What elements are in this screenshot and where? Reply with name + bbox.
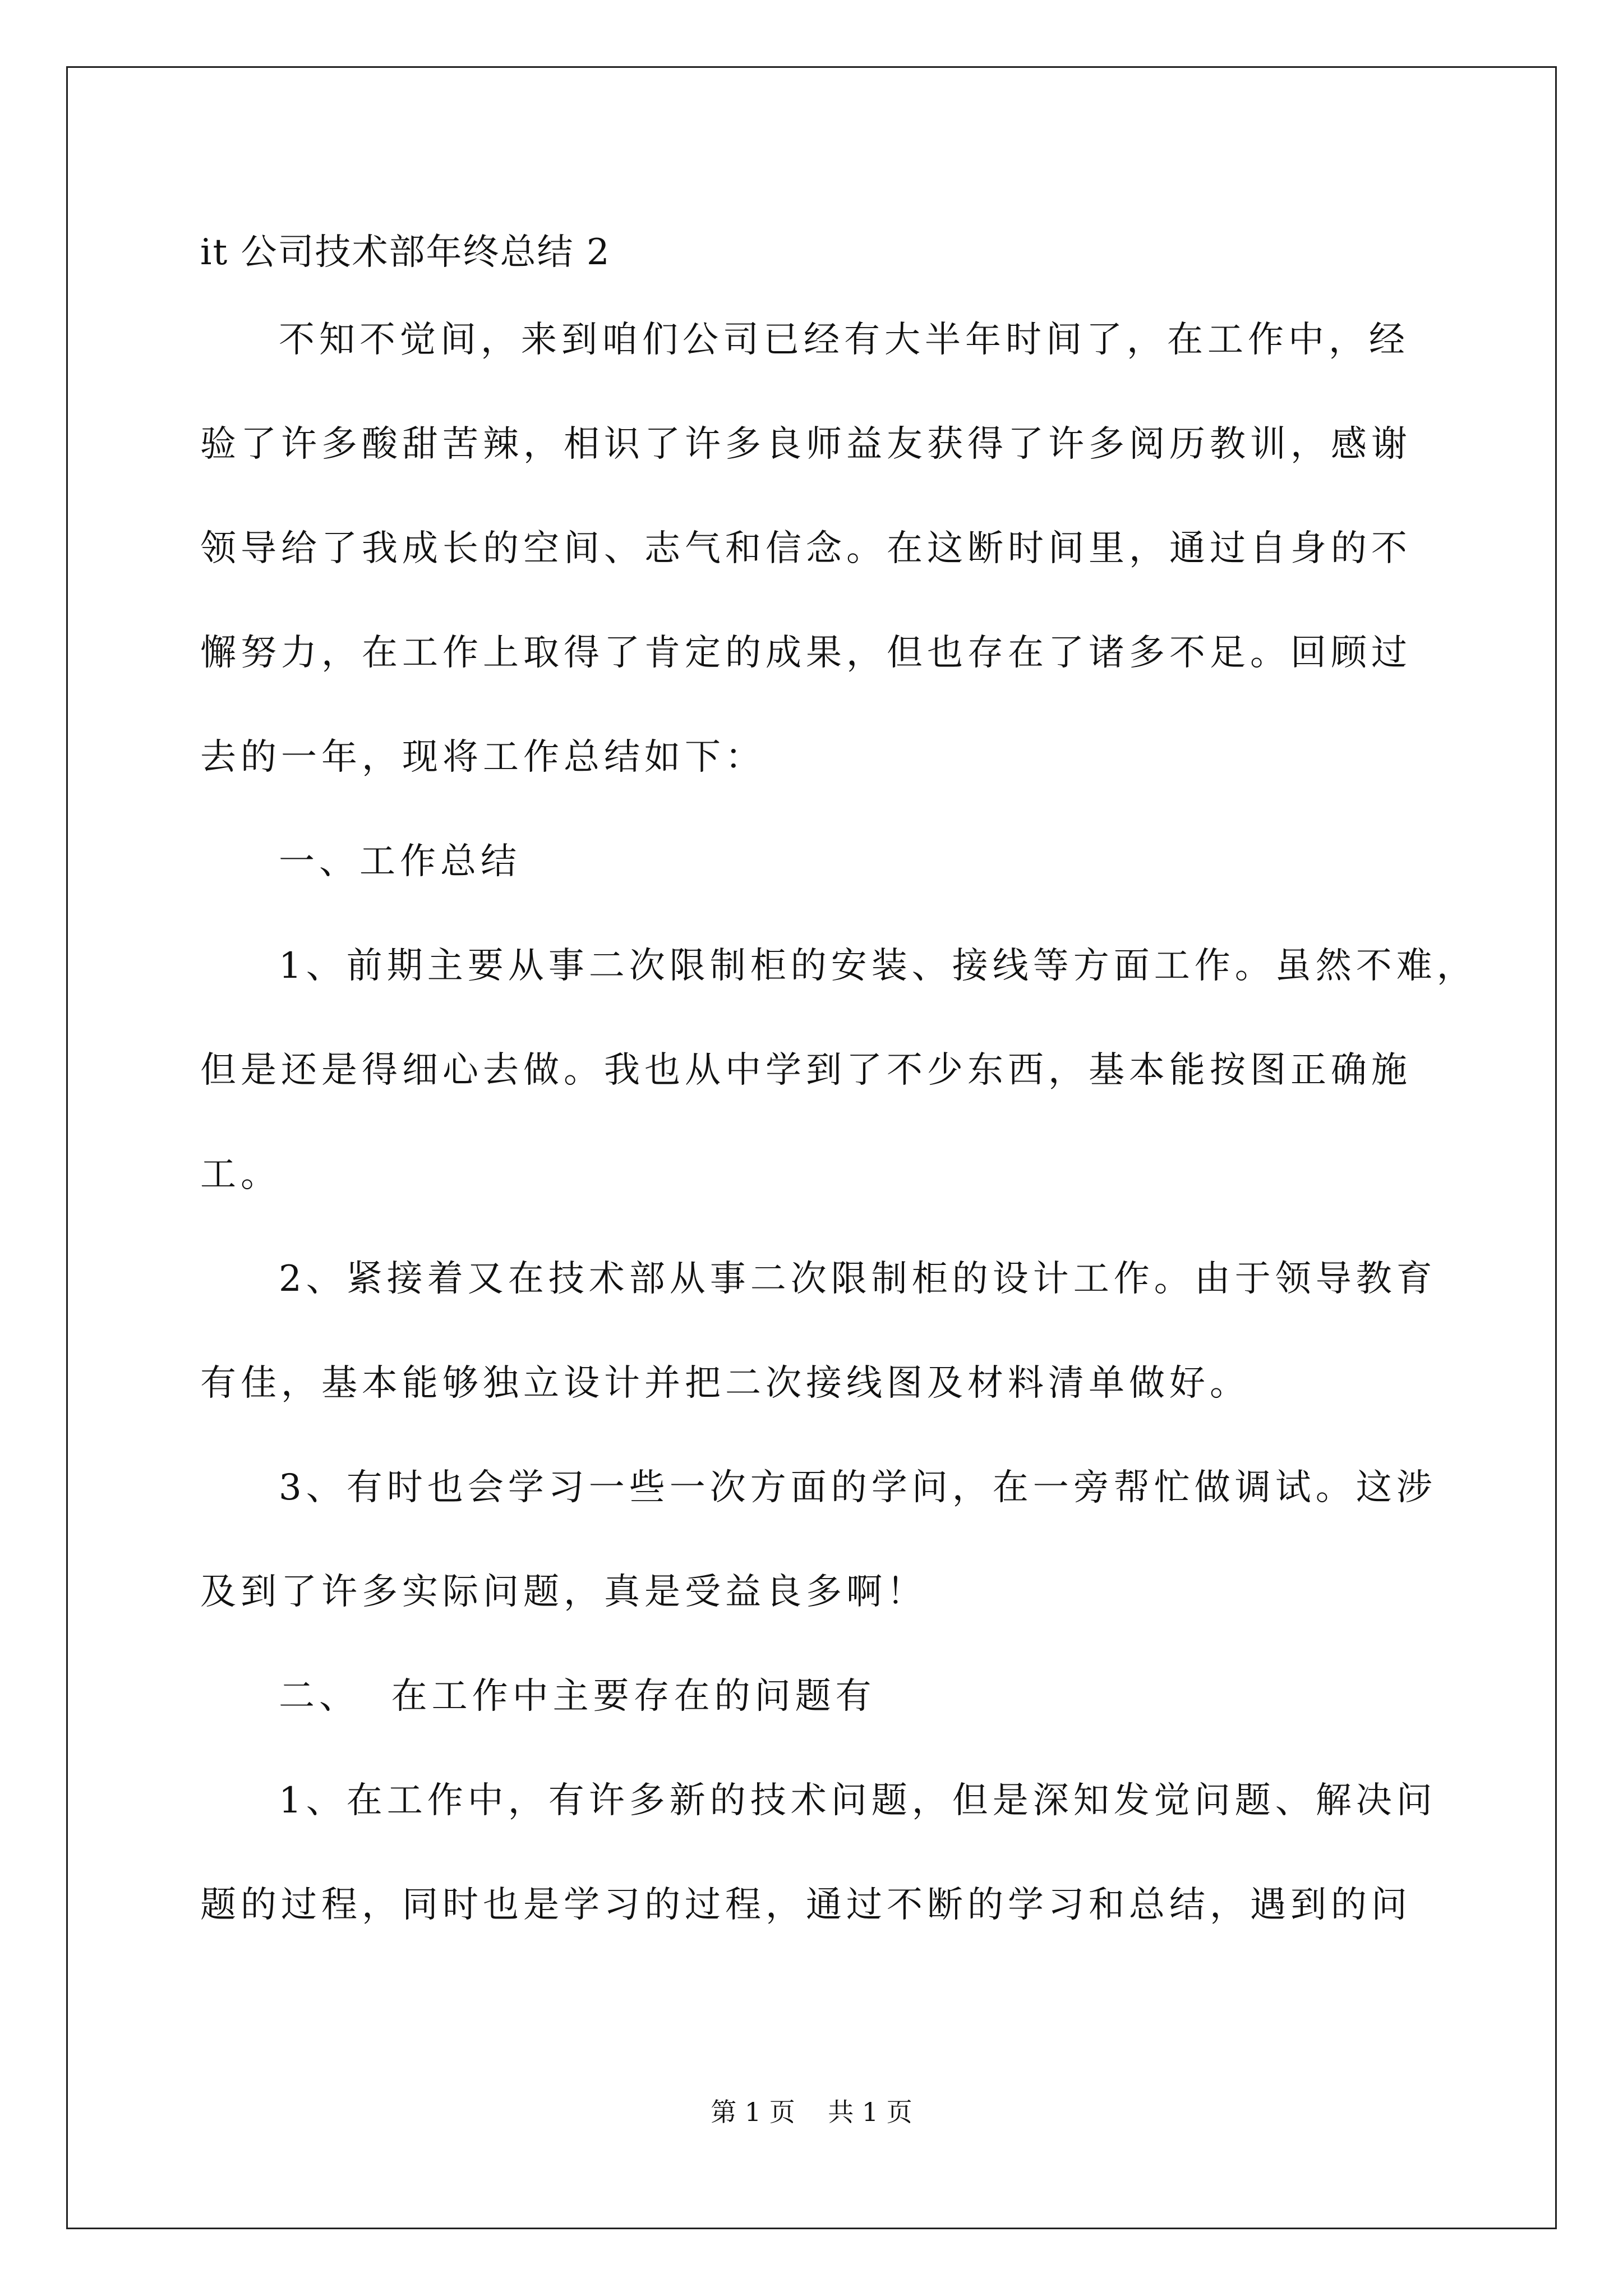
- document-body: [200, 312, 1477, 1981]
- section-heading: 二、 在工作中主要存在的问题有: [279, 1676, 876, 1717]
- body-line: 领导给了我成长的空间、志气和信念。在这断时间里，通过自身的不: [200, 528, 1412, 569]
- body-line: 工。: [200, 1154, 281, 1195]
- body-line: 1、前期主要从事二次限制柜的安装、接线等方面工作。虽然不难，: [279, 945, 1477, 987]
- body-line: 3、有时也会学习一些一次方面的学问，在一旁帮忙做调试。这涉: [279, 1467, 1437, 1508]
- body-line: 但是还是得细心去做。我也从中学到了不少东西，基本能按图正确施: [200, 1050, 1412, 1091]
- body-line: 不知不觉间，来到咱们公司已经有大半年时间了，在工作中，经: [279, 319, 1409, 361]
- document-title: it 公司技术部年终总结 2: [200, 232, 611, 273]
- body-line: 懈努力，在工作上取得了肯定的成果，但也存在了诸多不足。回顾过: [200, 632, 1412, 674]
- section-heading: 一、工作总结: [279, 841, 521, 882]
- body-line: 有佳，基本能够独立设计并把二次接线图及材料清单做好。: [200, 1363, 1250, 1404]
- body-line: 及到了许多实际问题，真是受益良多啊！: [200, 1571, 927, 1613]
- body-line: 1、在工作中，有许多新的技术问题，但是深知发觉问题、解决问: [279, 1780, 1437, 1821]
- body-line: 验了许多酸甜苦辣，相识了许多良师益友获得了许多阅历教训，感谢: [200, 424, 1412, 465]
- body-line: 题的过程，同时也是学习的过程，通过不断的学习和总结，遇到的问: [200, 1884, 1412, 1926]
- body-line: 去的一年，现将工作总结如下：: [200, 737, 766, 778]
- body-line: 2、紧接着又在技术部从事二次限制柜的设计工作。由于领导教育: [279, 1258, 1437, 1300]
- page-number-footer: 第 1 页 共 1 页: [711, 2097, 912, 2127]
